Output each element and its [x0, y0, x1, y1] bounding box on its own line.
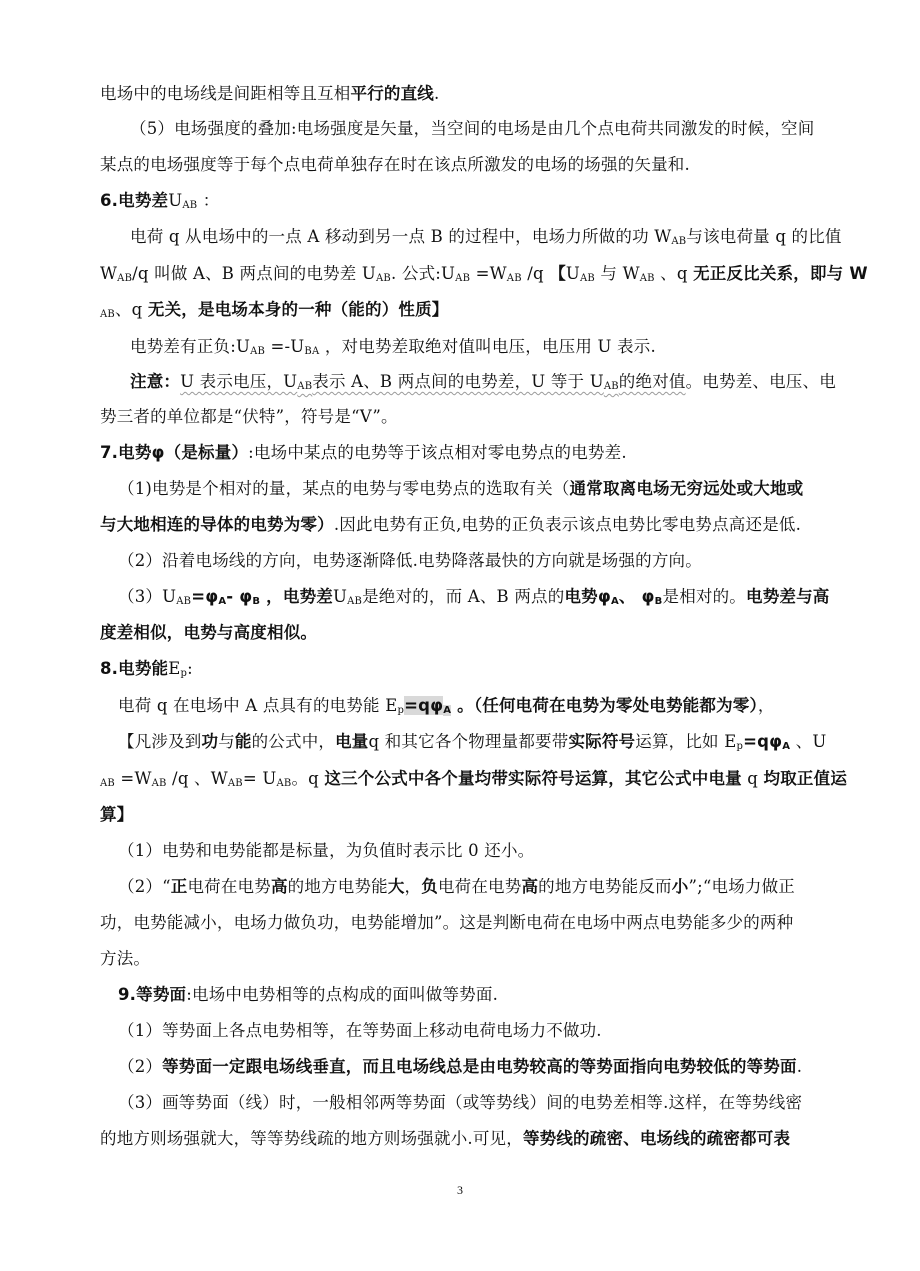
text-run: ”;“电场力做正 — [688, 877, 795, 896]
text-line — [100, 767, 892, 791]
text-run: 大 — [387, 877, 405, 896]
text-run: （3）画等势面（线）时，一般相邻两等势面（或等势线）间的电势差相等.这样，在等势线密 — [118, 1093, 803, 1112]
subscript-text: p — [736, 741, 744, 752]
text-line — [130, 225, 892, 249]
section-heading — [100, 189, 892, 213]
text-run: ，对电势差取绝对值叫电压，电压用 U 表示. — [319, 337, 656, 356]
text-run: （1）等势面上各点电势相等，在等势面上移动电荷电场力不做功. — [118, 1021, 602, 1040]
text-run: 无正反比关系，即与 W — [693, 264, 868, 283]
subscript-text: AB — [227, 778, 243, 789]
text-run: 无关，是电场本身的一种（能的）性质】 — [147, 300, 449, 319]
text-run: 实际符号 — [568, 732, 636, 751]
text-run: 功，电势能减小，电场力做负功，电势能增加”。这是判断电荷在电场中两点电势能多少的两种 — [100, 913, 794, 932]
text-run: . — [434, 84, 440, 103]
subscript-text: A — [610, 596, 619, 607]
text-run: 电荷 q 从电场中的一点 A 移动到另一点 B 的过程中，电场力所做的功 W — [130, 227, 672, 246]
text-run: 的地方则场强就大，等等势线疏的地方则场强就小.可见， — [100, 1129, 523, 1148]
text-run: 与大地相连的导体的电势为零） — [100, 515, 334, 534]
text-line — [100, 911, 892, 935]
text-line — [118, 730, 892, 754]
text-run: 平行的直线 — [350, 84, 434, 103]
text-run: . 公式:U — [391, 264, 456, 283]
text-run: ： — [197, 191, 220, 210]
text-run: 、 φ — [618, 587, 655, 606]
text-run: （2） — [118, 1057, 163, 1076]
text-line — [100, 513, 892, 537]
text-run: 度差相似，电势与高度相似。 — [100, 623, 318, 642]
text-line — [130, 335, 892, 359]
text-run: = U — [242, 769, 277, 788]
text-run: /q — [521, 264, 550, 283]
text-run: 。（任何电荷在电势为零处电势能都为零） — [451, 696, 758, 715]
text-run: /q 叫做 A、B 两点间的电势差 U — [132, 264, 377, 283]
subscript-text: AB — [376, 273, 391, 284]
text-run: 高 — [270, 877, 288, 896]
text-line — [100, 1127, 892, 1151]
page-number: 3 — [457, 1183, 463, 1197]
text-line — [118, 1055, 892, 1079]
text-run: 。电势差、电压、电 — [685, 372, 836, 391]
text-run: =-U — [265, 337, 305, 356]
text-run: U — [333, 587, 348, 606]
text-run: 表示 A、B 两点间的电势差，U 等于 U — [312, 372, 604, 391]
subscript-text: AB — [250, 346, 266, 357]
text-run: 方法。 — [100, 949, 151, 968]
text-run: 电势差有正负:U — [130, 337, 251, 356]
text-run: 势三者的单位都是“伏特”，符号是“V”。 — [100, 407, 398, 426]
text-run: ， — [757, 696, 775, 715]
subscript-text: AB — [671, 236, 687, 247]
text-run: 电场中的电场线是间距相等且互相 — [100, 84, 351, 103]
subscript-text: AB — [297, 381, 313, 392]
text-line — [100, 82, 892, 106]
text-line — [118, 1091, 892, 1115]
text-run: =φ — [191, 587, 219, 606]
text-run: （5）电场强度的叠加:电场强度是矢量，当空间的电场是由几个点电荷共同激发的时候，空间 — [130, 119, 815, 138]
text-run: .因此电势有正负,电势的正负表示该点电势比零电势点高还是低. — [333, 515, 802, 534]
text-run: 电量 — [335, 732, 369, 751]
text-run: ， — [404, 877, 422, 896]
text-run: : — [187, 659, 193, 678]
subscript-text: AB — [506, 273, 522, 284]
text-run: 【凡涉及到 — [118, 732, 202, 751]
text-line — [118, 839, 892, 863]
text-line — [100, 947, 892, 971]
subscript-text: AB — [603, 381, 619, 392]
text-run: 的地方电势能反而 — [538, 877, 672, 896]
text-run: 电势差 — [118, 191, 169, 210]
text-line — [100, 262, 892, 286]
subscript-text: AB — [276, 778, 292, 789]
subscript-text: AB — [151, 778, 167, 789]
text-run: 。q — [291, 769, 325, 788]
text-run: U — [565, 264, 580, 283]
text-run: =qφ — [404, 696, 444, 715]
text-run: 某点的电场强度等于每个点电荷单独存在时在该点所激发的电场的场强的矢量和. — [100, 155, 690, 174]
text-run: =qφ — [743, 732, 783, 751]
text-run: 高 — [521, 877, 539, 896]
text-run: U 表示电压，U — [180, 372, 298, 391]
text-run: 电荷 q 在电场中 A 点具有的电势能 E — [118, 696, 398, 715]
section-heading — [100, 657, 892, 681]
subscript-text: AB — [455, 273, 471, 284]
text-run: （2）“ — [118, 877, 171, 896]
text-run: 是绝对的，而 A、B 两点的 — [362, 587, 565, 606]
text-run: 注意： — [130, 372, 181, 391]
subscript-text: A — [218, 596, 227, 607]
text-run: 、U — [790, 732, 827, 751]
text-run: 电荷在电势 — [187, 877, 271, 896]
text-run: 算】 — [100, 805, 134, 824]
text-run: 的绝对值 — [618, 372, 686, 391]
text-run: . — [796, 1057, 803, 1076]
subscript-text: AB — [182, 200, 198, 211]
subscript-text: A — [443, 705, 452, 716]
text-line — [100, 298, 892, 322]
subscript-text: AB — [347, 596, 363, 607]
text-line — [100, 803, 892, 827]
text-run: 能 — [234, 732, 252, 751]
text-run: 9.等势面 — [118, 985, 187, 1004]
text-run: =W — [114, 769, 152, 788]
text-run: 正 — [170, 877, 188, 896]
text-run: 小 — [671, 877, 689, 896]
subscript-text: p — [180, 668, 188, 679]
text-line — [118, 694, 892, 718]
section-heading — [100, 441, 892, 465]
text-run: 的地方电势能 — [287, 877, 388, 896]
text-run: :电场中某点的电势等于该点相对零电势点的电势差. — [248, 443, 627, 462]
text-run: 运算，比如 E — [635, 732, 737, 751]
text-line — [118, 477, 892, 501]
text-run: 电势差 — [282, 587, 333, 606]
text-line — [100, 405, 892, 429]
text-line — [118, 875, 892, 899]
text-run: - φ — [226, 587, 253, 606]
text-line — [100, 621, 892, 645]
text-run: 均取正值运 — [763, 769, 848, 788]
text-run: （1)电势是个相对的量，某点的电势与零电势点的选取有关（ — [118, 479, 570, 498]
text-line — [118, 1019, 892, 1043]
text-run: 【 — [549, 264, 566, 283]
text-run: q — [741, 769, 764, 788]
text-run: :电场中电势相等的点构成的面叫做等势面. — [186, 985, 499, 1004]
text-run: 等势面一定跟电场线垂直，而且电场线总是由电势较高的等势面指向电势较低的等势面 — [162, 1057, 797, 1076]
text-run: （2）沿着电场线的方向，电势逐渐降低.电势降落最快的方向就是场强的方向。 — [118, 551, 702, 570]
text-run: =W — [470, 264, 507, 283]
text-line — [118, 585, 892, 609]
text-run: 与 — [218, 732, 235, 751]
text-run: 、q — [654, 264, 694, 283]
text-run: 负 — [421, 877, 438, 896]
text-run: 等势线的疏密、电场线的疏密都可表 — [522, 1129, 791, 1148]
text-run: （3）U — [118, 587, 177, 606]
text-run: 与该电荷量 q 的比值 — [686, 227, 842, 246]
text-run: U — [168, 191, 183, 210]
section-heading — [118, 983, 892, 1007]
text-run: 这三个公式中各个量均带实际符号运算，其它公式中电量 — [324, 769, 742, 788]
text-run: 7.电势φ（是标量） — [100, 443, 249, 462]
text-run: E — [168, 659, 181, 678]
text-run: （1）电势和电势能都是标量，为负值时表示比 0 还小。 — [118, 841, 535, 860]
text-run: 8.电势能 — [100, 659, 169, 678]
text-line — [130, 117, 892, 141]
subscript-text: AB — [176, 596, 192, 607]
subscript-text: AB — [100, 778, 115, 789]
subscript-text: BA — [304, 346, 320, 357]
text-run: 与 W — [594, 264, 640, 283]
subscript-text: B — [252, 596, 261, 607]
text-run: 功 — [201, 732, 219, 751]
text-run: 电势φ — [564, 587, 611, 606]
subscript-text: B — [654, 596, 663, 607]
text-run: 的公式中， — [251, 732, 336, 751]
text-run: 、q — [114, 300, 148, 319]
subscript-text: p — [397, 705, 405, 716]
subscript-text: AB — [100, 309, 115, 320]
subscript-text: A — [782, 741, 791, 752]
text-run: 是相对的。 — [662, 587, 746, 606]
text-line — [100, 153, 892, 177]
text-run: 6. — [100, 191, 119, 210]
subscript-text: AB — [580, 273, 595, 284]
text-line — [118, 549, 892, 573]
text-run: W — [100, 264, 118, 283]
text-run: 通常取离电场无穷远处或大地或 — [569, 479, 804, 498]
text-run: /q 、W — [166, 769, 228, 788]
subscript-text: AB — [117, 273, 133, 284]
text-run: ， — [260, 587, 283, 606]
text-run: 电势差与高 — [746, 587, 830, 606]
subscript-text: AB — [639, 273, 655, 284]
text-run: q 和其它各个物理量都要带 — [368, 732, 569, 751]
text-run: 电荷在电势 — [437, 877, 522, 896]
text-line — [130, 370, 892, 394]
